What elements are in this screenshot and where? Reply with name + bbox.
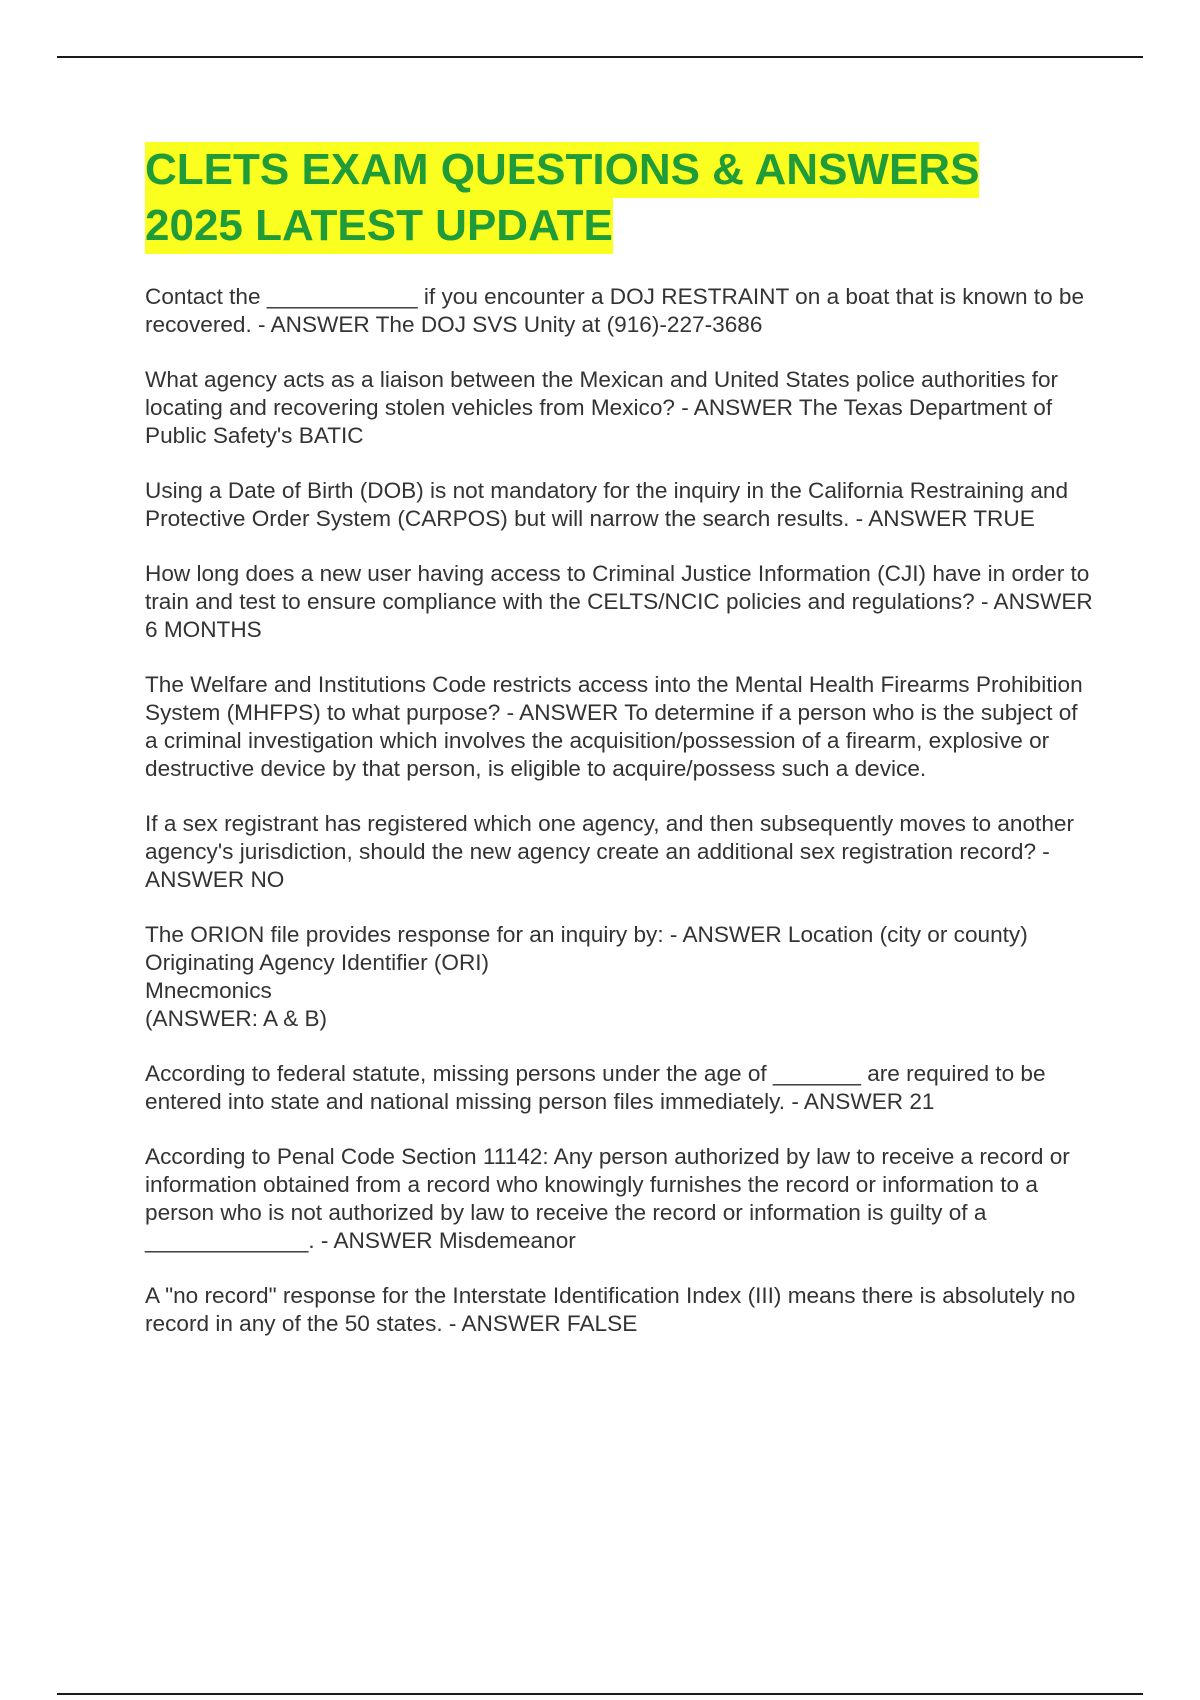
qa-item: The Welfare and Institutions Code restricts access into the Mental Health Firearms Prohibition System (MHFPS) to what purpose? - ANSWER To determine if a person who is the subject of a criminal investigation which involves the acquisition/possession of a firearm, explosive or destructive device by that person, is eligible to acquire/possess such a device. [145,672,1083,781]
title-line-1: CLETS EXAM QUESTIONS & ANSWERS [145,142,979,198]
qa-item: The ORION file provides response for an inquiry by: - ANSWER Location (city or county) Originating Agency Identifier (ORI) Mnecmonics (ANSWER: A & B) [145,922,1028,1031]
qa-item: What agency acts as a liaison between the Mexican and United States police authorities for locating and recovering stolen vehicles from Mexico? - ANSWER The Texas Department of Public Safety's BATIC [145,367,1059,448]
qa-item: A "no record" response for the Interstate Identification Index (III) means there is absolutely no record in any of the 50 states. - ANSWER FALSE [145,1283,1076,1336]
qa-item: How long does a new user having access to Criminal Justice Information (CJI) have in order to train and test to ensure compliance with the CELTS/NCIC policies and regulations? - ANSWER 6 MONTHS [145,561,1093,642]
bottom-rule [57,1693,1143,1695]
qa-list [145,283,1095,1365]
qa-item: Using a Date of Birth (DOB) is not mandatory for the inquiry in the California Restraining and Protective Order System (CARPOS) but will narrow the search results. - ANSWER TRUE [145,478,1069,531]
qa-item: According to federal statute, missing persons under the age of _______ are required to be entered into state and national missing person files immediately. - ANSWER 21 [145,1061,1046,1114]
qa-item: According to Penal Code Section 11142: Any person authorized by law to receive a record or information obtained from a record who knowingly furnishes the record or information to a person who is not authorized by law to receive the record or information is guilty of a _____________. - ANSWER Misdemeanor [145,1144,1070,1253]
title-line-2: 2025 LATEST UPDATE [145,198,613,254]
page-title [145,142,1075,254]
qa-item: Contact the ____________ if you encounter a DOJ RESTRAINT on a boat that is known to be recovered. - ANSWER The DOJ SVS Unity at (916)-227-3686 [145,284,1085,337]
qa-item: If a sex registrant has registered which one agency, and then subsequently moves to another agency's jurisdiction, should the new agency create an additional sex registration record? - ANSWER NO [145,811,1074,892]
top-rule [57,56,1143,58]
